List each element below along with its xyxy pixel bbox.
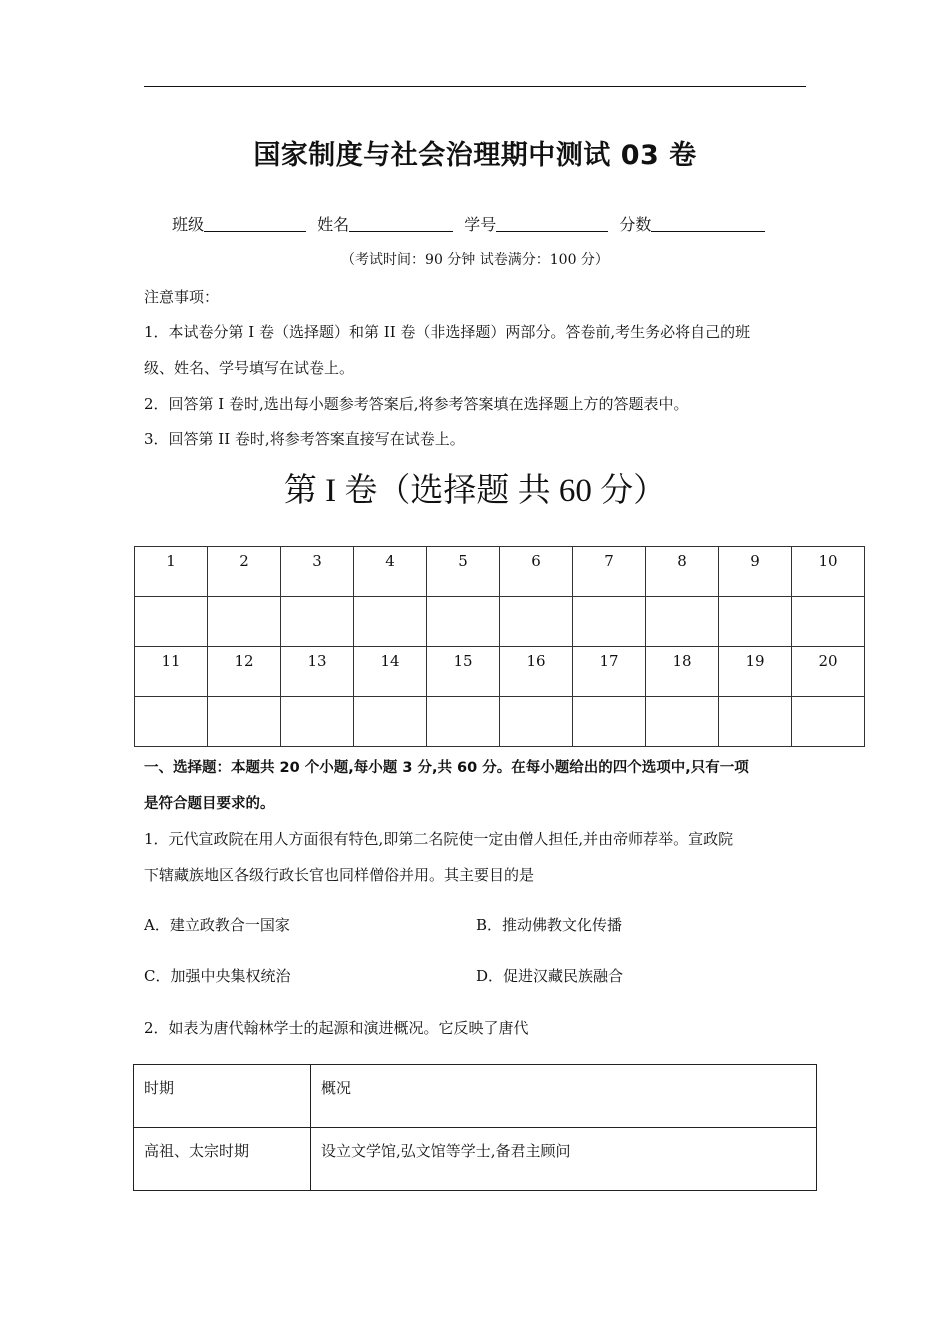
answer-number: 18 bbox=[646, 647, 719, 697]
answer-cell[interactable] bbox=[208, 597, 281, 647]
exam-time: （考试时间：90 分钟 试卷满分：100 分） bbox=[341, 252, 609, 268]
answer-cell[interactable] bbox=[135, 597, 208, 647]
note-line: 3．回答第 II 卷时,将参考答案直接写在试卷上。 bbox=[144, 430, 465, 448]
page-title: 国家制度与社会治理期中测试 03 卷 bbox=[253, 140, 697, 171]
student-info-line bbox=[172, 212, 771, 235]
answer-number: 12 bbox=[208, 647, 281, 697]
answer-number: 3 bbox=[281, 547, 354, 597]
table-header-row bbox=[134, 1065, 817, 1128]
header-rule bbox=[144, 86, 806, 87]
id-blank[interactable] bbox=[496, 215, 608, 232]
answer-cell[interactable] bbox=[719, 597, 792, 647]
class-label: 班级 bbox=[172, 215, 205, 234]
hanlin-table bbox=[133, 1064, 817, 1191]
answer-number: 5 bbox=[427, 547, 500, 597]
answer-grid bbox=[134, 546, 865, 747]
name-label: 姓名 bbox=[317, 215, 350, 234]
answer-number: 1 bbox=[135, 547, 208, 597]
answer-number: 11 bbox=[135, 647, 208, 697]
instructions-line: 是符合题目要求的。 bbox=[144, 796, 275, 812]
question-1-stem: 下辖藏族地区各级行政长官也同样僧俗并用。其主要目的是 bbox=[144, 866, 535, 884]
option-c[interactable]: C．加强中央集权统治 bbox=[144, 967, 291, 985]
answer-cell[interactable] bbox=[792, 697, 865, 747]
question-1-stem: 1．元代宣政院在用人方面很有特色,即第二名院使一定由僧人担任,并由帝师荐举。宣政院 bbox=[144, 830, 734, 848]
answer-blank-row bbox=[135, 597, 865, 647]
answer-number: 19 bbox=[719, 647, 792, 697]
question-2-stem: 2．如表为唐代翰林学士的起源和演进概况。它反映了唐代 bbox=[144, 1019, 529, 1037]
answer-number: 4 bbox=[354, 547, 427, 597]
answer-number: 16 bbox=[500, 647, 573, 697]
answer-cell[interactable] bbox=[135, 697, 208, 747]
table-cell: 设立文学馆,弘文馆等学士,备君主顾问 bbox=[311, 1128, 817, 1191]
section-title: 第 I 卷（选择题 共 60 分） bbox=[283, 473, 667, 509]
note-line: 级、姓名、学号填写在试卷上。 bbox=[144, 359, 355, 377]
note-line: 1．本试卷分第 I 卷（选择题）和第 II 卷（非选择题）两部分。答卷前,考生务必将自己的班 bbox=[144, 323, 751, 341]
option-a[interactable]: A．建立政教合一国家 bbox=[144, 916, 290, 934]
answer-number: 10 bbox=[792, 547, 865, 597]
answer-number: 15 bbox=[427, 647, 500, 697]
answer-number: 13 bbox=[281, 647, 354, 697]
answer-blank-row bbox=[135, 697, 865, 747]
answer-number: 14 bbox=[354, 647, 427, 697]
answer-number: 6 bbox=[500, 547, 573, 597]
table-header-cell: 概况 bbox=[311, 1065, 817, 1128]
answer-cell[interactable] bbox=[792, 597, 865, 647]
answer-number: 9 bbox=[719, 547, 792, 597]
answer-cell[interactable] bbox=[354, 597, 427, 647]
answer-cell[interactable] bbox=[208, 697, 281, 747]
notes-heading: 注意事项： bbox=[144, 288, 220, 306]
answer-cell[interactable] bbox=[573, 597, 646, 647]
answer-cell[interactable] bbox=[354, 697, 427, 747]
answer-number: 2 bbox=[208, 547, 281, 597]
answer-number: 7 bbox=[573, 547, 646, 597]
option-d[interactable]: D．促进汉藏民族融合 bbox=[476, 967, 624, 985]
answer-cell[interactable] bbox=[281, 597, 354, 647]
answer-number-row bbox=[135, 647, 865, 697]
name-blank[interactable] bbox=[349, 215, 453, 232]
answer-cell[interactable] bbox=[427, 597, 500, 647]
answer-cell[interactable] bbox=[719, 697, 792, 747]
table-header-cell: 时期 bbox=[134, 1065, 311, 1128]
answer-cell[interactable] bbox=[646, 597, 719, 647]
answer-cell[interactable] bbox=[427, 697, 500, 747]
id-label: 学号 bbox=[464, 215, 497, 234]
answer-cell[interactable] bbox=[573, 697, 646, 747]
note-line: 2．回答第 I 卷时,选出每小题参考答案后,将参考答案填在选择题上方的答题表中。 bbox=[144, 395, 689, 413]
table-row bbox=[134, 1128, 817, 1191]
table-cell: 高祖、太宗时期 bbox=[134, 1128, 311, 1191]
score-label: 分数 bbox=[619, 215, 652, 234]
instructions-line: 一、选择题：本题共 20 个小题,每小题 3 分,共 60 分。在每小题给出的四个选项中,只有一项 bbox=[144, 760, 749, 776]
class-blank[interactable] bbox=[204, 215, 306, 232]
answer-cell[interactable] bbox=[646, 697, 719, 747]
answer-number-row bbox=[135, 547, 865, 597]
answer-cell[interactable] bbox=[281, 697, 354, 747]
answer-number: 17 bbox=[573, 647, 646, 697]
answer-cell[interactable] bbox=[500, 597, 573, 647]
option-b[interactable]: B．推动佛教文化传播 bbox=[476, 916, 623, 934]
answer-number: 8 bbox=[646, 547, 719, 597]
score-blank[interactable] bbox=[651, 215, 765, 232]
answer-cell[interactable] bbox=[500, 697, 573, 747]
answer-number: 20 bbox=[792, 647, 865, 697]
